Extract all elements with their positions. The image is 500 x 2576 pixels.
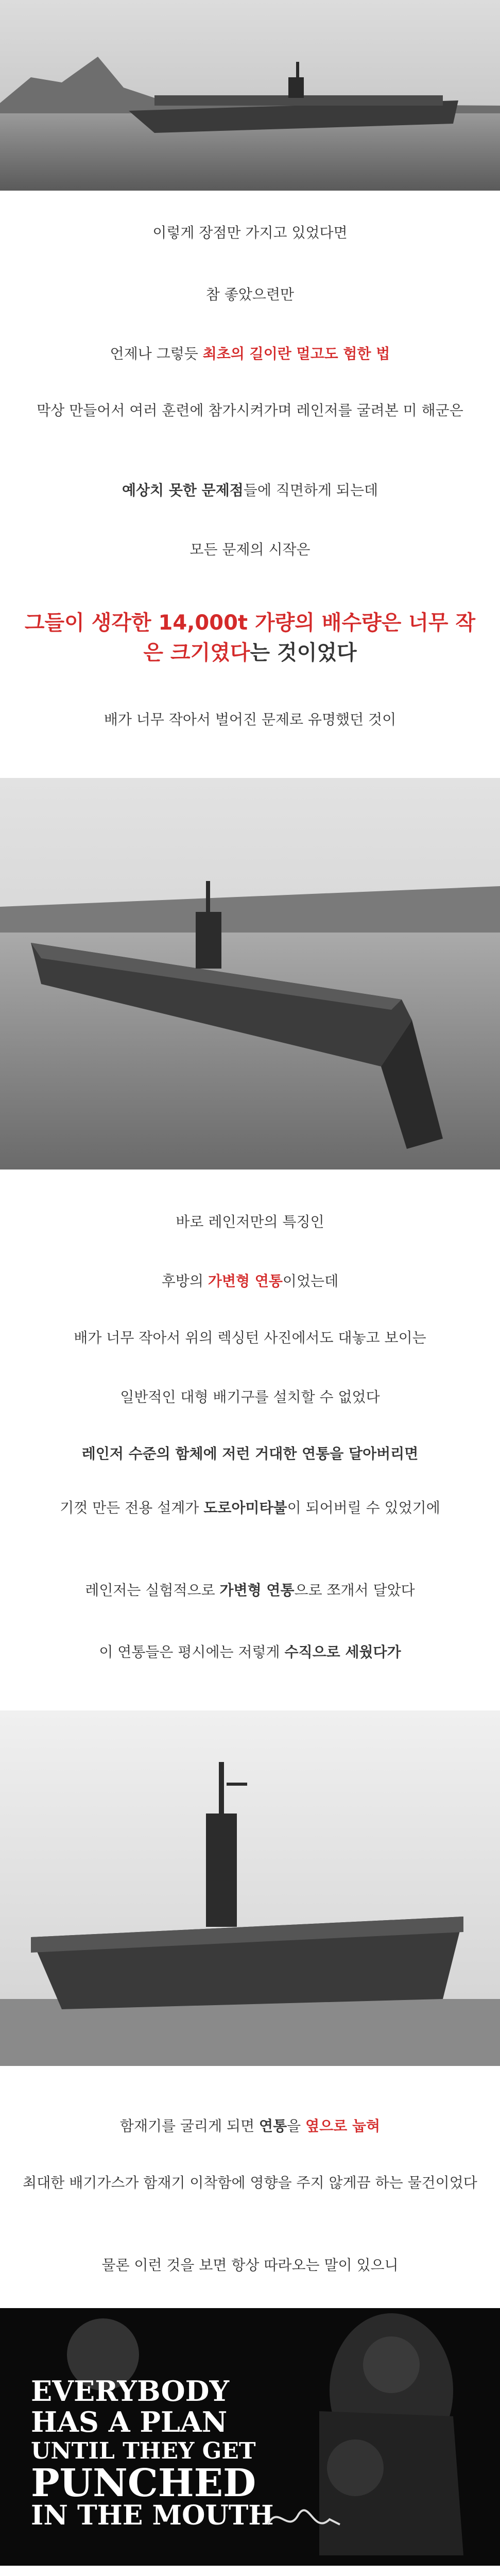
paragraph: 레인저 수준의 함체에 저런 거대한 연통을 달아버리면 <box>81 1445 419 1462</box>
poster-line: PUNCHED <box>31 2461 256 2505</box>
headline-paragraph: 그들이 생각한 14,000t 가량의 배수량은 너무 작은 크기였다는 것이었다 <box>24 611 476 665</box>
paragraph: 언제나 그렇듯 최초의 길이란 멀고도 험한 법 <box>110 345 390 362</box>
paragraph: 일반적인 대형 배기구를 설치할 수 없었다 <box>120 1388 380 1405</box>
paragraph: 레인저는 실험적으로 가변형 연통으로 쪼개서 달았다 <box>85 1582 415 1599</box>
paragraph: 후방의 가변형 연통이었는데 <box>161 1273 339 1290</box>
carrier-photo-2 <box>0 778 500 1170</box>
poster-line: HAS A PLAN <box>31 2405 228 2438</box>
paragraph: 배가 너무 작아서 위의 렉싱턴 사진에서도 대놓고 보이는 <box>74 1329 426 1346</box>
paragraph: 물론 이런 것을 보면 항상 따라오는 말이 있으니 <box>101 2257 399 2274</box>
paragraph: 모든 문제의 시작은 <box>189 541 311 558</box>
boxer-poster <box>0 2308 500 2566</box>
paragraph: 참 좋았으련만 <box>205 286 295 303</box>
paragraph: 이렇게 장점만 가지고 있었다면 <box>152 224 348 241</box>
carrier-photo-1 <box>0 0 500 191</box>
carrier-photo-3 <box>0 1710 500 2066</box>
poster-line: IN THE MOUTH <box>31 2500 274 2531</box>
paragraph: 예상치 못한 문제점들에 직면하게 되는데 <box>122 482 378 499</box>
paragraph: 함재기를 굴리게 되면 연통을 옆으로 눕혀 <box>119 2117 381 2134</box>
paragraph: 바로 레인저만의 특징인 <box>176 1213 324 1230</box>
paragraph: 기껏 만든 전용 설계가 도로아미타불이 되어버릴 수 있었기에 <box>60 1499 440 1516</box>
paragraph: 막상 만들어서 여러 훈련에 참가시켜가며 레인저를 굴려본 미 해군은 <box>37 402 463 419</box>
paragraph: 배가 너무 작아서 벌어진 문제로 유명했던 것이 <box>104 711 396 728</box>
poster-line: UNTIL THEY GET <box>31 2438 256 2464</box>
paragraph: 최대한 배기가스가 함재기 이착함에 영향을 주지 않게끔 하는 물건이었다 <box>23 2174 477 2191</box>
poster-line: EVERYBODY <box>31 2375 230 2408</box>
paragraph: 이 연통들은 평시에는 저렇게 수직으로 세웠다가 <box>99 1643 401 1660</box>
